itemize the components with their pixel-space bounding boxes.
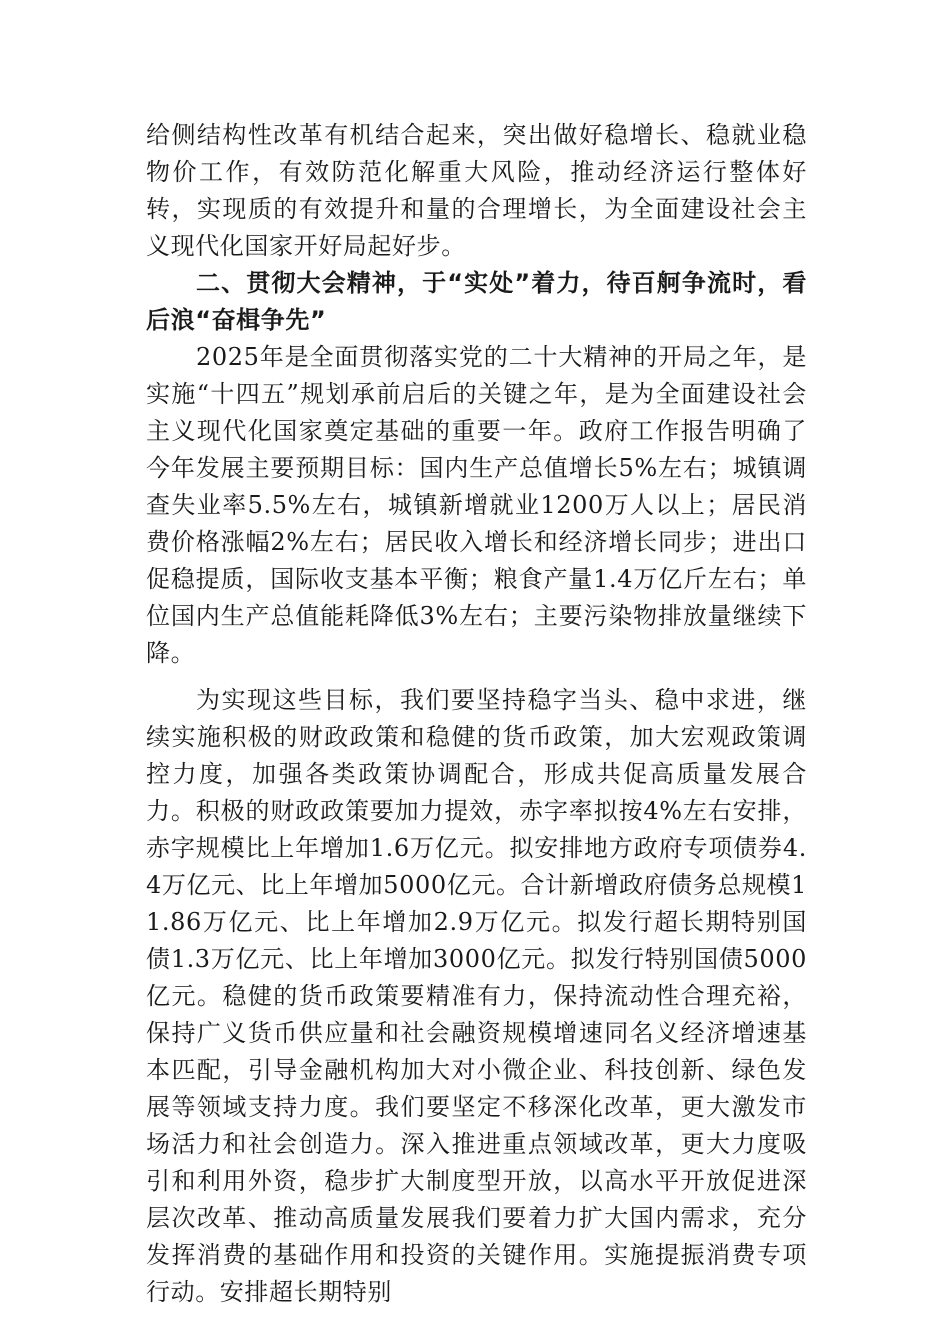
document-body — [146, 117, 807, 1311]
paragraph-development-targets: 2025年是全面贯彻落实党的二十大精神的开局之年，是实施“十四五”规划承前启后的关键之年，是为全面建设社会主义现代化国家奠定基础的重要一年。政府工作报告明确了今年发展主要预期目标：国内生产总值增长5%左右；城镇调查失业率5.5%左右，城镇新增就业1200万人以上；居民消费价格涨幅2%左右；居民收入增长和经济增长同步；进出口促稳提质，国际收支基本平衡；粮食产量1.4万亿斤左右；单位国内生产总值能耗降低3%左右；主要污染物排放量继续下降。 — [146, 343, 807, 667]
paragraph-policy-measures: 为实现这些目标，我们要坚持稳字当头、稳中求进，继续实施积极的财政政策和稳健的货币政策，加大宏观政策调控力度，加强各类政策协调配合，形成共促高质量发展合力。积极的财政政策要加力提效，赤字率拟按4%左右安排，赤字规模比上年增加1.6万亿元。拟安排地方政府专项债券4.4万亿元、比上年增加5000亿元。合计新增政府债务总规模11.86万亿元、比上年增加2.9万亿元。拟发行超长期特别国债1.3万亿元、比上年增加3000亿元。拟发行特别国债5000亿元。稳健的货币政策要精准有力，保持流动性合理充裕，保持广义货币供应量和社会融资规模增速同名义经济增速基本匹配，引导金融机构加大对小微企业、科技创新、绿色发展等领域支持力度。我们要坚定不移深化改革，更大激发市场活力和社会创造力。深入推进重点领域改革，更大力度吸引和利用外资，稳步扩大制度型开放，以高水平开放促进深层次改革、推动高质量发展我们要着力扩大国内需求，充分发挥消费的基础作用和投资的关键作用。实施提振消费专项行动。安排超长期特别 — [146, 686, 808, 1306]
paragraph-continuation: 给侧结构性改革有机结合起来，突出做好稳增长、稳就业稳物价工作，有效防范化解重大风险，推动经济运行整体好转，实现质的有效提升和量的合理增长，为全面建设社会主义现代化国家开好局起好步。 — [146, 121, 807, 260]
section-heading: 二、贯彻大会精神，于“实处”着力，待百舸争流时，看后浪“奋楫争先” — [146, 269, 807, 334]
